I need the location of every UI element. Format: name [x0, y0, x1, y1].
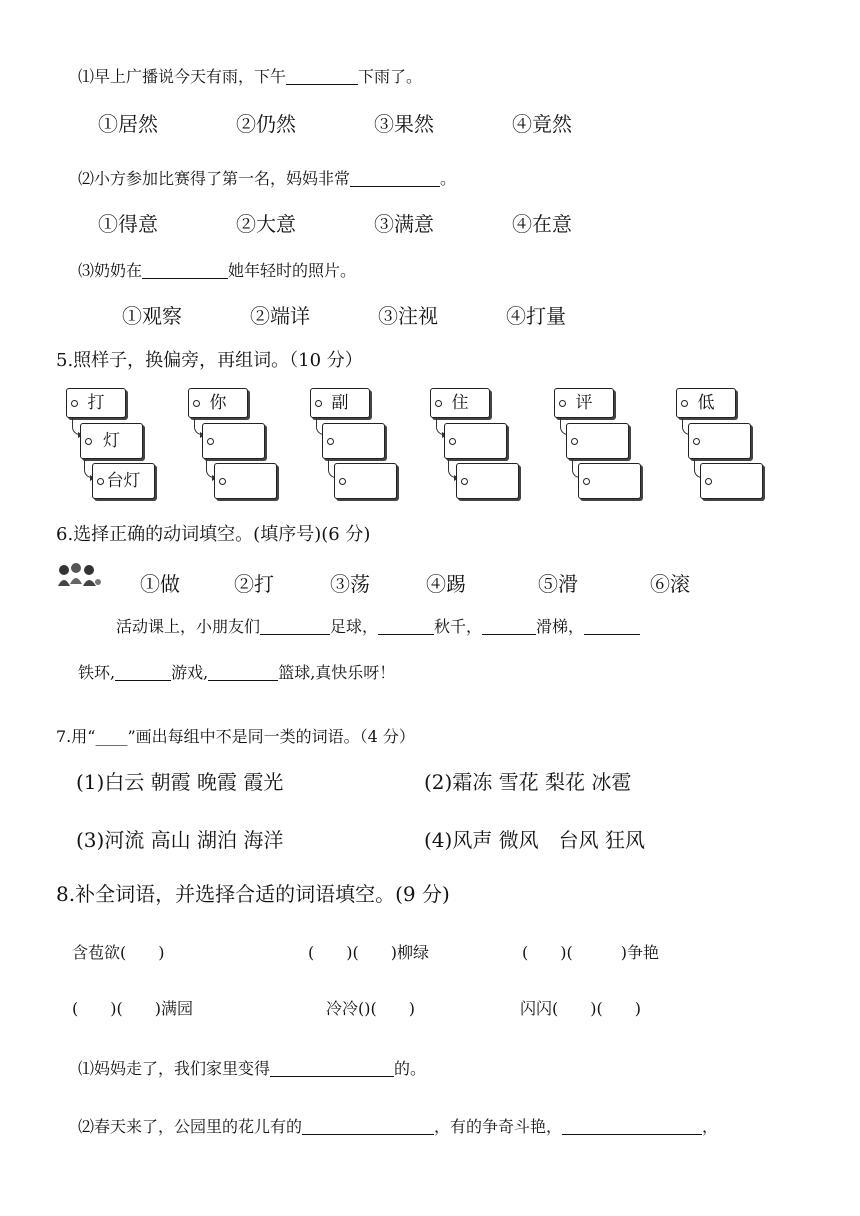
answer-blank[interactable] — [115, 664, 171, 681]
q6-options — [140, 568, 690, 597]
tag-new-char-input[interactable] — [322, 423, 385, 459]
q5-title: 5.照样子，换偏旁，再组词。（10 分） — [56, 350, 363, 371]
option[interactable]: ①观察 — [122, 304, 182, 328]
answer-blank[interactable] — [260, 618, 330, 635]
q7-group-2[interactable]: (2)霜冻 雪花 梨花 冰雹 — [424, 770, 632, 794]
q6-title: 6.选择正确的动词填空。(填序号)(6 分) — [56, 524, 371, 545]
tag-word-input[interactable] — [578, 463, 641, 499]
tag-char: 住 — [430, 388, 490, 418]
option[interactable]: ⑤滑 — [538, 572, 578, 596]
option[interactable]: ③果然 — [374, 112, 434, 136]
sentence-text: 足球， — [330, 617, 379, 636]
option[interactable]: ③满意 — [374, 212, 434, 236]
q8-word-1[interactable]: 含苞欲( ) — [72, 943, 165, 962]
sentence-text: 滑梯， — [536, 617, 585, 636]
tag-new-char-input[interactable] — [202, 423, 265, 459]
option[interactable]: ④竟然 — [512, 112, 572, 136]
q8-word-3[interactable]: ( )( )争艳 — [522, 943, 659, 962]
sentence-text: ， — [702, 1117, 719, 1136]
q7-title: 7.用“____”画出每组中不是同一类的词语。（4 分） — [56, 727, 415, 746]
tag-word-input[interactable] — [334, 463, 397, 499]
sentence-text: 她年轻时的照片。 — [228, 261, 357, 280]
sentence-text: 。 — [440, 169, 457, 188]
tag-word-input[interactable] — [214, 463, 277, 499]
sentence-text: 秋千， — [434, 617, 483, 636]
answer-blank[interactable] — [142, 262, 228, 279]
answer-blank[interactable] — [208, 664, 278, 681]
answer-blank[interactable] — [286, 68, 358, 85]
children-playing-icon — [54, 562, 104, 588]
sentence-text: ⑴早上广播说今天有雨，下午 — [78, 67, 287, 86]
q7-group-3[interactable]: (3)河流 高山 湖泊 海洋 — [76, 828, 284, 852]
sentence-text: 游戏, — [171, 663, 209, 682]
sentence-text: ⑴妈妈走了，我们家里变得 — [78, 1059, 271, 1078]
option[interactable]: ①做 — [140, 572, 180, 596]
q7-group-4[interactable]: (4)风声 微风 台风 狂风 — [424, 828, 646, 852]
tag-word-input[interactable] — [456, 463, 519, 499]
option[interactable]: ①得意 — [98, 212, 158, 236]
q4-options-1 — [98, 108, 572, 137]
sentence-text: ⑵小方参加比赛得了第一名，妈妈非常 — [78, 169, 351, 188]
sentence-text: 下雨了。 — [358, 67, 423, 86]
q8-word-5[interactable]: 冷冷()( ) — [326, 999, 415, 1018]
option[interactable]: ④踢 — [426, 572, 466, 596]
q4-options-3 — [122, 300, 566, 329]
q8-sentence-1 — [78, 1056, 426, 1079]
q4-sentence-1 — [78, 64, 422, 87]
tag-example-char: 打 — [66, 388, 126, 418]
q4-sentence-2 — [78, 166, 456, 189]
sentence-text: ⑵春天来了，公园里的花儿有的 — [78, 1117, 303, 1136]
sentence-text: 的。 — [394, 1059, 427, 1078]
sentence-text: 铁环, — [78, 663, 116, 682]
option[interactable]: ②大意 — [236, 212, 296, 236]
option[interactable]: ③荡 — [330, 572, 370, 596]
q6-line-1 — [116, 614, 640, 637]
answer-blank[interactable] — [350, 170, 440, 187]
tag-char: 你 — [188, 388, 248, 418]
tag-char: 副 — [310, 388, 370, 418]
option[interactable]: ④在意 — [512, 212, 572, 236]
option[interactable]: ②端详 — [250, 304, 310, 328]
option[interactable]: ⑥滚 — [650, 572, 690, 596]
q6-line-2 — [78, 660, 395, 683]
q8-word-6[interactable]: 闪闪( )( ) — [520, 999, 641, 1018]
sentence-text: 篮球,真快乐呀！ — [278, 663, 396, 682]
tag-char: 评 — [554, 388, 614, 418]
sentence-text: ，有的争奇斗艳， — [434, 1117, 563, 1136]
tag-new-char-input[interactable] — [688, 423, 751, 459]
answer-blank[interactable] — [562, 1118, 702, 1135]
q8-sentence-2 — [78, 1114, 718, 1137]
answer-blank[interactable] — [584, 618, 640, 635]
option[interactable]: ②仍然 — [236, 112, 296, 136]
q7-group-1[interactable]: (1)白云 朝霞 晚霞 霞光 — [76, 770, 284, 794]
option[interactable]: ①居然 — [98, 112, 158, 136]
tag-new-char-input[interactable] — [566, 423, 629, 459]
answer-blank[interactable] — [482, 618, 536, 635]
tag-char: 低 — [676, 388, 736, 418]
option[interactable]: ④打量 — [506, 304, 566, 328]
q4-options-2 — [98, 208, 572, 237]
tag-example-word: 台灯 — [92, 463, 155, 499]
q8-word-4[interactable]: ( )( )满园 — [72, 999, 193, 1018]
sentence-text: ⑶奶奶在 — [78, 261, 143, 280]
tag-new-char-input[interactable] — [444, 423, 507, 459]
sentence-text: 活动课上，小朋友们 — [116, 617, 261, 636]
answer-blank[interactable] — [378, 618, 434, 635]
tag-word-input[interactable] — [700, 463, 763, 499]
answer-blank[interactable] — [270, 1060, 394, 1077]
q8-word-2[interactable]: ( )( )柳绿 — [308, 943, 429, 962]
q4-sentence-3 — [78, 258, 356, 281]
answer-blank[interactable] — [302, 1118, 434, 1135]
option[interactable]: ②打 — [234, 572, 274, 596]
tag-example-new-char: 灯 — [80, 423, 143, 459]
q8-title: 8.补全词语，并选择合适的词语填空。(9 分) — [56, 882, 450, 906]
option[interactable]: ③注视 — [378, 304, 438, 328]
